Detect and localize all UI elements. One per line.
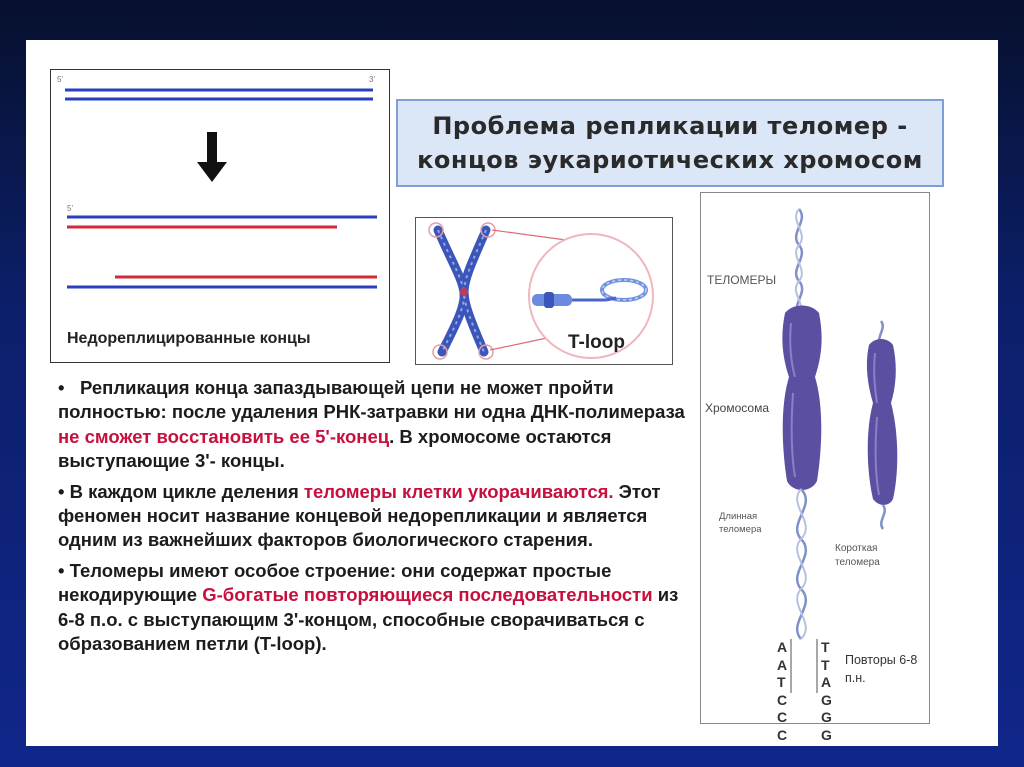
t-loop-diagram (416, 218, 672, 364)
paragraph-structure (58, 559, 688, 657)
paragraph-shortening-tail: Этот феномен носит название концевой недорепликации и является одним из важнейших факторов биологического старения. (58, 480, 661, 551)
dna-helix-short-bottom-icon (881, 505, 884, 529)
t-loop-panel (415, 217, 673, 365)
bullet: • (58, 480, 65, 502)
zoom-line-top (492, 230, 566, 240)
end-replication-panel (50, 69, 390, 363)
short-telomere-label-2: теломера (835, 557, 880, 568)
sequence-left-base: A (777, 639, 788, 655)
dna-helix-top-icon (796, 209, 802, 315)
paragraph-replication-highlight: не сможет восстановить ее 5'-конец (58, 425, 390, 447)
sequence-left-base: C (777, 709, 788, 725)
sequence-right-strand (821, 639, 832, 744)
paragraph-structure-tail: из 6-8 п.о. с выступающим 3'-концом, способные сворачиваться с образованием петли (T-loop). (58, 584, 679, 655)
sequence-left-strand (777, 639, 787, 744)
repeats-label-2: п.н. (845, 671, 866, 685)
sequence-left-base: C (777, 726, 788, 743)
five-prime-label-mid: 5' (67, 204, 73, 213)
three-prime-label-top: 3' (369, 75, 375, 84)
sequence-left-base: A (777, 656, 788, 673)
chromosome-label: Хромосома (705, 401, 770, 415)
long-telomere-label-1: Длинная (719, 511, 758, 522)
paragraph-shortening (58, 480, 688, 553)
bullet: • (58, 559, 65, 581)
slide-title-line-2: концов эукариотических хромосом (417, 146, 923, 174)
sequence-right-base: G (821, 709, 832, 725)
dna-helix-long-icon (791, 489, 817, 693)
repeats-label-1: Повторы 6-8 (845, 653, 918, 667)
sequence-right-base: T (821, 656, 830, 673)
long-telomere-label-2: теломера (719, 524, 762, 535)
five-prime-label-top: 5' (57, 75, 63, 84)
short-telomere-label-1: Короткая (835, 543, 878, 554)
bullet: • (58, 377, 65, 398)
sequence-left-base: T (777, 674, 786, 690)
telomere-panel (700, 192, 930, 743)
paragraph-structure-text: Теломеры имеют особое строение: они содержат простые некодирующие (58, 559, 612, 606)
under-replicated-ends-caption: Недореплицированные концы (67, 330, 311, 347)
paragraph-replication-text: Репликация конца запаздывающей цепи не может пройти полностью: после удаления РНК-затравки ни одна ДНК-полимераза (58, 377, 685, 423)
paragraph-shortening-highlight: теломеры клетки укорачиваются. (303, 480, 614, 502)
paragraph-replication (58, 376, 688, 474)
down-arrow-icon (197, 132, 227, 182)
paragraph-replication-tail: . В хромосоме остаются выступающие 3'- концы. (58, 425, 612, 472)
short-chromosome-icon (867, 339, 897, 505)
long-chromosome-icon (782, 306, 821, 491)
t-loop-caption: T-loop (568, 332, 625, 353)
telomeres-label: ТЕЛОМЕРЫ (707, 273, 777, 287)
sequence-right-base: A (821, 674, 832, 690)
sequence-right-base: G (821, 691, 832, 708)
body-text (58, 376, 688, 662)
sequence-right-base: T (821, 639, 830, 655)
slide-title-line-1: Проблема репликации теломер - (432, 112, 908, 140)
end-replication-diagram (51, 70, 389, 362)
x-chromosome-icon (429, 223, 495, 359)
slide-title-box (396, 99, 944, 187)
sequence-right-base: G (821, 726, 832, 743)
paragraph-shortening-text: В каждом цикле деления (69, 480, 304, 502)
paragraph-structure-highlight: G-богатые повторяющиеся последовательности (202, 584, 653, 606)
sequence-left-base: C (777, 691, 788, 708)
slide (26, 40, 998, 746)
